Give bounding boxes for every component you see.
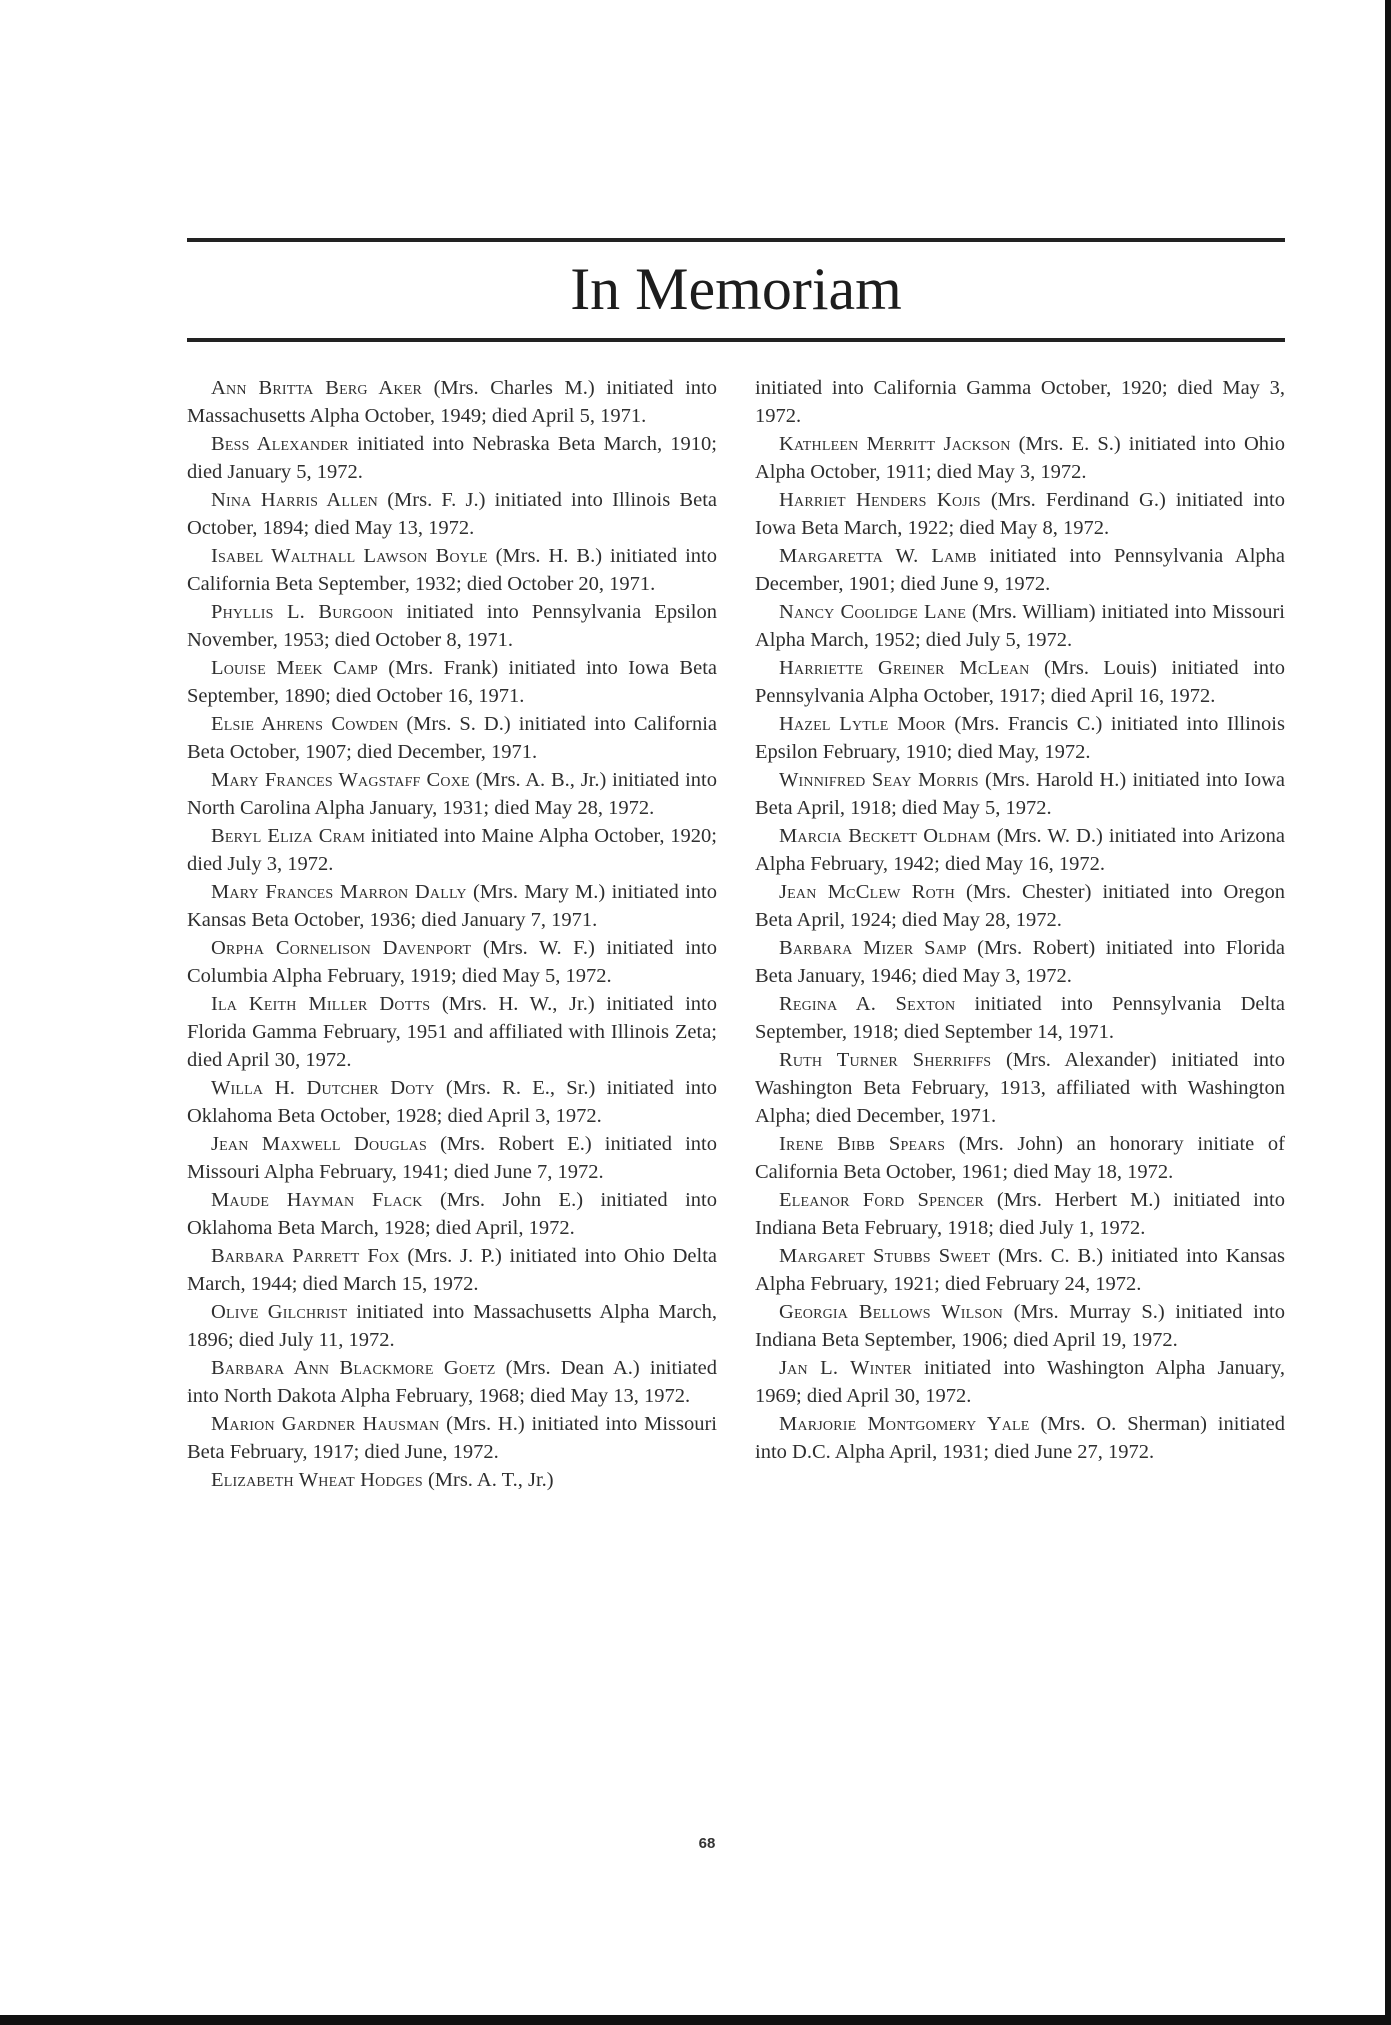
memorial-entry <box>755 598 1285 654</box>
memorial-entry <box>755 990 1285 1046</box>
entry-name: Winnifred Seay Morris <box>779 769 979 791</box>
entry-name: Marcia Beckett Oldham <box>779 825 991 847</box>
memorial-entry <box>187 1130 717 1186</box>
entry-name: Kathleen Merritt Jackson <box>779 433 1011 455</box>
entry-details: (Mrs. H. W., Jr.) initiated into Florida Gamma February, 1951 and affiliated with Illinois Zeta; died April 30, 1972. <box>187 993 717 1071</box>
entry-details: (Mrs. E. S.) initiated into Ohio Alpha October, 1911; died May 3, 1972. <box>755 433 1285 483</box>
memorial-entry <box>755 1046 1285 1130</box>
page-title: In Memoriam <box>570 256 902 322</box>
memorial-entry <box>187 1298 717 1354</box>
entry-name: Harriet Henders Kojis <box>779 489 981 511</box>
entry-name: Hazel Lytle Moor <box>779 713 946 735</box>
memorial-entry <box>755 430 1285 486</box>
continued-entry-text: initiated into California Gamma October, 1920; died May 3, 1972. <box>755 377 1285 427</box>
entry-name: Irene Bibb Spears <box>779 1133 946 1155</box>
entry-name: Barbara Ann Blackmore Goetz <box>211 1357 496 1379</box>
entry-details: (Mrs. H.) initiated into Missouri Beta February, 1917; died June, 1972. <box>187 1413 717 1463</box>
memorial-entry <box>755 1242 1285 1298</box>
memorial-entry <box>755 1354 1285 1410</box>
entry-details: (Mrs. Dean A.) initiated into North Dakota Alpha February, 1968; died May 13, 1972. <box>187 1357 717 1407</box>
memorial-entry <box>187 990 717 1074</box>
entry-details: initiated into Nebraska Beta March, 1910; died January 5, 1972. <box>187 433 717 483</box>
entry-details: (Mrs. W. F.) initiated into Columbia Alpha February, 1919; died May 5, 1972. <box>187 937 717 987</box>
entry-details: initiated into Pennsylvania Alpha December, 1901; died June 9, 1972. <box>755 545 1285 595</box>
entry-details: (Mrs. Louis) initiated into Pennsylvania Alpha October, 1917; died April 16, 1972. <box>755 657 1285 707</box>
entry-details: (Mrs. S. D.) initiated into California Beta October, 1907; died December, 1971. <box>187 713 717 763</box>
scan-border-bottom <box>0 2015 1391 2025</box>
entry-name: Mary Frances Wagstaff Coxe <box>211 769 470 791</box>
memorial-entry <box>755 710 1285 766</box>
entry-details: (Mrs. J. P.) initiated into Ohio Delta March, 1944; died March 15, 1972. <box>187 1245 717 1295</box>
entry-name: Nina Harris Allen <box>211 489 378 511</box>
entry-details: (Mrs. Frank) initiated into Iowa Beta September, 1890; died October 16, 1971. <box>187 657 717 707</box>
entry-name: Louise Meek Camp <box>211 657 378 679</box>
memorial-entry <box>755 934 1285 990</box>
entry-name: Willa H. Dutcher Doty <box>211 1077 435 1099</box>
entry-name: Ila Keith Miller Dotts <box>211 993 431 1015</box>
entry-details: (Mrs. Herbert M.) initiated into Indiana Beta February, 1918; died July 1, 1972. <box>755 1189 1285 1239</box>
entry-name: Harriette Greiner McLean <box>779 657 1030 679</box>
memorial-entry <box>187 430 717 486</box>
entry-name: Regina A. Sexton <box>779 993 956 1015</box>
memorial-entry <box>755 766 1285 822</box>
entry-details: (Mrs. A. B., Jr.) initiated into North Carolina Alpha January, 1931; died May 28, 1972. <box>187 769 717 819</box>
memorial-entry <box>187 654 717 710</box>
entry-details: (Mrs. Robert E.) initiated into Missouri Alpha February, 1941; died June 7, 1972. <box>187 1133 717 1183</box>
entry-name: Jean McClew Roth <box>779 881 955 903</box>
memorial-entry <box>187 598 717 654</box>
memorial-entry <box>755 486 1285 542</box>
entry-details: (Mrs. H. B.) initiated into California Beta September, 1932; died October 20, 1971. <box>187 545 717 595</box>
entry-name: Barbara Parrett Fox <box>211 1245 400 1267</box>
memorial-entry <box>755 654 1285 710</box>
entry-details: initiated into Pennsylvania Delta September, 1918; died September 14, 1971. <box>755 993 1285 1043</box>
entry-details: (Mrs. John E.) initiated into Oklahoma Beta March, 1928; died April, 1972. <box>187 1189 717 1239</box>
entry-name: Margaretta W. Lamb <box>779 545 977 567</box>
entry-name: Ann Britta Berg Aker <box>211 377 423 399</box>
entry-details: (Mrs. W. D.) initiated into Arizona Alpha February, 1942; died May 16, 1972. <box>755 825 1285 875</box>
memorial-entry <box>755 1410 1285 1466</box>
entry-name: Phyllis L. Burgoon <box>211 601 394 623</box>
title-rule-bottom <box>187 338 1285 342</box>
entry-name: Isabel Walthall Lawson Boyle <box>211 545 488 567</box>
memorial-entry <box>755 542 1285 598</box>
entry-name: Marjorie Montgomery Yale <box>779 1413 1030 1435</box>
entry-details: (Mrs. Francis C.) initiated into Illinois Epsilon February, 1910; died May, 1972. <box>755 713 1285 763</box>
memorial-entry <box>187 1074 717 1130</box>
entry-details: (Mrs. Harold H.) initiated into Iowa Beta April, 1918; died May 5, 1972. <box>755 769 1285 819</box>
page-number: 68 <box>698 1835 716 1852</box>
entry-details: initiated into Massachusetts Alpha March, 1896; died July 11, 1972. <box>187 1301 717 1351</box>
memorial-entry <box>755 1130 1285 1186</box>
memorial-entry <box>187 822 717 878</box>
memorial-entry <box>187 878 717 934</box>
entry-details: (Mrs. Murray S.) initiated into Indiana Beta September, 1906; died April 19, 1972. <box>755 1301 1285 1351</box>
memorial-entry <box>755 1298 1285 1354</box>
entry-details: (Mrs. Ferdinand G.) initiated into Iowa Beta March, 1922; died May 8, 1972. <box>755 489 1285 539</box>
entry-details: (Mrs. F. J.) initiated into Illinois Beta October, 1894; died May 13, 1972. <box>187 489 717 539</box>
entry-name: Beryl Eliza Cram <box>211 825 366 847</box>
memorial-entry <box>755 878 1285 934</box>
entry-name: Elsie Ahrens Cowden <box>211 713 399 735</box>
entry-details: (Mrs. John) an honorary initiate of California Beta October, 1961; died May 18, 1972. <box>755 1133 1285 1183</box>
memorial-entry <box>187 486 717 542</box>
entry-name: Georgia Bellows Wilson <box>779 1301 1003 1323</box>
entry-details: (Mrs. William) initiated into Missouri Alpha March, 1952; died July 5, 1972. <box>755 601 1286 651</box>
memorial-entry <box>187 934 717 990</box>
entry-details: initiated into Pennsylvania Epsilon November, 1953; died October 8, 1971. <box>187 601 717 651</box>
memorial-entry <box>187 1242 717 1298</box>
entry-name: Barbara Mizer Samp <box>779 937 967 959</box>
entry-details: (Mrs. Charles M.) initiated into Massachusetts Alpha October, 1949; died April 5, 1971. <box>187 377 717 427</box>
entry-name: Mary Frances Marron Dally <box>211 881 467 903</box>
entry-details: (Mrs. Alexander) initiated into Washington Beta February, 1913, affiliated with Washington Alpha; died December, 1971. <box>755 1049 1285 1127</box>
entry-name: Maude Hayman Flack <box>211 1189 423 1211</box>
memorial-entry <box>755 1186 1285 1242</box>
right-column <box>755 374 1285 1466</box>
entry-name: Margaret Stubbs Sweet <box>779 1245 991 1267</box>
memorial-entry <box>187 710 717 766</box>
entry-name: Olive Gilchrist <box>211 1301 348 1323</box>
entry-name: Marion Gardner Hausman <box>211 1413 440 1435</box>
entry-details: (Mrs. Robert) initiated into Florida Beta January, 1946; died May 3, 1972. <box>755 937 1285 987</box>
left-column <box>187 374 717 1494</box>
memorial-entry <box>187 766 717 822</box>
entry-name: Eleanor Ford Spencer <box>779 1189 984 1211</box>
entry-name: Elizabeth Wheat Hodges <box>211 1469 423 1491</box>
entry-details: (Mrs. Mary M.) initiated into Kansas Beta October, 1936; died January 7, 1971. <box>187 881 717 931</box>
entry-details: initiated into Maine Alpha October, 1920; died July 3, 1972. <box>187 825 717 875</box>
memorial-entry <box>187 1354 717 1410</box>
entry-name: Bess Alexander <box>211 433 349 455</box>
scan-border-right <box>1385 0 1391 2025</box>
entry-name: Orpha Cornelison Davenport <box>211 937 472 959</box>
memorial-entry <box>187 374 717 430</box>
entry-details: (Mrs. C. B.) initiated into Kansas Alpha February, 1921; died February 24, 1972. <box>755 1245 1285 1295</box>
memorial-entry <box>187 542 717 598</box>
entry-details: (Mrs. O. Sherman) initiated into D.C. Alpha April, 1931; died June 27, 1972. <box>755 1413 1285 1463</box>
entry-name: Nancy Coolidge Lane <box>779 601 967 623</box>
entry-details: (Mrs. A. T., Jr.) <box>422 1469 554 1491</box>
memorial-entry <box>187 1410 717 1466</box>
memorial-entry <box>187 1186 717 1242</box>
entry-details: (Mrs. Chester) initiated into Oregon Beta April, 1924; died May 28, 1972. <box>755 881 1286 931</box>
entry-details: initiated into Washington Alpha January, 1969; died April 30, 1972. <box>755 1357 1285 1407</box>
memorial-entry <box>187 1466 717 1494</box>
entry-name: Jean Maxwell Douglas <box>211 1133 427 1155</box>
entry-name: Jan L. Winter <box>779 1357 912 1379</box>
entry-name: Ruth Turner Sherriffs <box>779 1049 992 1071</box>
entry-details: (Mrs. R. E., Sr.) initiated into Oklahoma Beta October, 1928; died April 3, 1972. <box>187 1077 717 1127</box>
memorial-entry <box>755 822 1285 878</box>
